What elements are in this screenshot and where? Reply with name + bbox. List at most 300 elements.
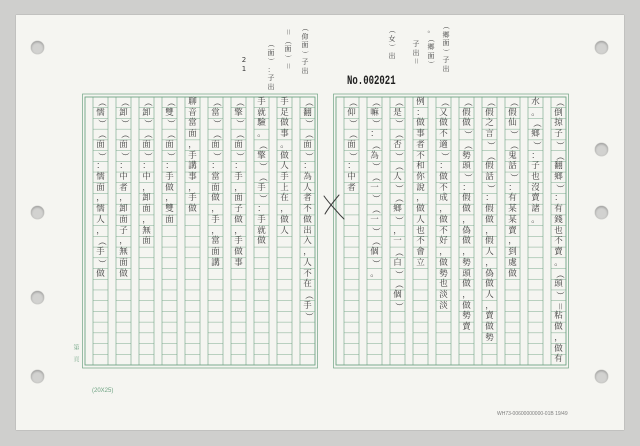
handwritten-char: ） xyxy=(392,119,403,129)
handwritten-char: （ xyxy=(302,98,313,107)
manuscript-column xyxy=(254,97,269,365)
handwritten-char: ： xyxy=(165,161,174,172)
handwritten-char: ） xyxy=(553,183,564,193)
handwritten-char: （ xyxy=(392,194,403,204)
margin-note-char: （ xyxy=(427,35,435,42)
margin-note-char: 面 xyxy=(301,41,309,49)
handwritten-char: 假 xyxy=(462,193,471,204)
handwritten-char: 掠 xyxy=(554,118,563,129)
handwritten-char: 不 xyxy=(303,268,312,279)
handwritten-char: 做 xyxy=(462,300,471,311)
handwritten-char: 會 xyxy=(416,247,425,258)
handwritten-char: ） xyxy=(141,119,152,129)
handwritten-char: 處 xyxy=(508,257,517,268)
handwritten-char: 手 xyxy=(280,97,289,107)
handwritten-char: 鄉 xyxy=(531,129,540,140)
handwritten-char: 鬼 xyxy=(508,150,517,161)
handwritten-char: 偽 xyxy=(462,225,471,236)
handwritten-char: 面 xyxy=(347,139,356,150)
margin-note-char: 。 xyxy=(427,26,435,34)
handwritten-char: 者 xyxy=(119,182,128,193)
handwritten-char: （ xyxy=(392,98,403,107)
handwritten-char: ） xyxy=(553,291,564,300)
handwritten-char: 手 xyxy=(257,214,266,225)
handwritten-char: ： xyxy=(303,161,312,172)
handwritten-char: ： xyxy=(554,193,563,204)
handwritten-char: 手 xyxy=(257,182,266,193)
handwritten-char: 人 xyxy=(485,247,494,258)
handwritten-char: ） xyxy=(95,151,106,161)
handwritten-char: （ xyxy=(369,205,380,214)
handwritten-char: 手 xyxy=(188,150,197,161)
handwritten-char: （ xyxy=(369,173,380,182)
handwritten-char: 面 xyxy=(211,182,220,193)
handwritten-char: ） xyxy=(369,162,380,171)
margin-note-char: 2 xyxy=(241,56,247,64)
handwritten-char: 賣 xyxy=(462,322,471,333)
handwritten-char: 假 xyxy=(485,204,494,215)
handwritten-char: 懦 xyxy=(96,204,105,215)
margin-note-char: 面 xyxy=(284,45,292,53)
handwritten-char: 有 xyxy=(554,354,563,365)
handwritten-char: （ xyxy=(484,98,495,107)
handwritten-char: 做 xyxy=(439,214,448,225)
handwritten-char: 做 xyxy=(462,204,471,215)
handwritten-char: （ xyxy=(118,130,129,139)
handwritten-char: （ xyxy=(553,98,564,107)
handwritten-char: 錢 xyxy=(554,214,563,225)
handwritten-char: 沒 xyxy=(531,182,540,193)
handwritten-char: 面 xyxy=(96,182,105,193)
handwritten-char: 個 xyxy=(370,247,379,258)
handwritten-char: （ xyxy=(302,130,313,139)
handwritten-char: 在 xyxy=(303,279,312,290)
margin-note-char: 出 xyxy=(267,82,275,91)
handwritten-char: （ xyxy=(95,237,106,246)
handwritten-char: 適 xyxy=(439,139,448,150)
handwritten-char: 你 xyxy=(416,172,425,183)
handwritten-char: ） xyxy=(346,151,357,161)
handwritten-char: ） xyxy=(233,119,244,129)
handwritten-char: 某 xyxy=(508,204,517,215)
handwritten-char: 手 xyxy=(96,247,105,258)
handwritten-char: 否 xyxy=(393,139,402,150)
handwritten-char: 一 xyxy=(393,236,402,247)
handwritten-char: 面 xyxy=(234,139,243,150)
handwritten-char: 為 xyxy=(303,172,312,183)
handwritten-char: 勢 xyxy=(462,150,471,161)
handwritten-char: 面 xyxy=(165,214,174,225)
handwritten-char: 頭 xyxy=(554,279,563,290)
handwritten-char: 手 xyxy=(211,214,220,225)
handwritten-char: （ xyxy=(530,119,541,129)
handwritten-char: ） xyxy=(369,226,380,236)
handwritten-char: 做 xyxy=(462,279,471,290)
handwritten-char: 者 xyxy=(347,182,356,193)
margin-note-char: ＝ xyxy=(412,57,420,65)
handwritten-char: 足 xyxy=(280,107,289,118)
handwritten-char: 當 xyxy=(211,236,220,247)
handwritten-char: 事 xyxy=(280,129,289,140)
handwritten-char: ） xyxy=(392,269,403,279)
manuscript-column xyxy=(277,97,292,365)
margin-note-char: 仰 xyxy=(301,32,309,41)
handwritten-char: ） xyxy=(346,119,357,129)
manuscript-column xyxy=(551,97,566,365)
handwritten-char: 手 xyxy=(234,236,243,247)
handwritten-char: 就 xyxy=(257,107,266,118)
handwritten-char: 有 xyxy=(554,204,563,215)
handwritten-char: 。 xyxy=(370,268,379,279)
handwritten-char: 賣 xyxy=(531,193,540,204)
handwritten-char: ， xyxy=(234,225,243,236)
handwritten-char: 某 xyxy=(508,214,517,225)
handwritten-char: 做 xyxy=(439,172,448,183)
handwritten-char: 子 xyxy=(554,129,563,140)
handwritten-char: 不 xyxy=(439,182,448,193)
handwritten-char: （ xyxy=(392,162,403,171)
handwritten-char: 人 xyxy=(485,289,494,300)
margin-note-char: ） xyxy=(267,57,275,65)
handwritten-char: 做 xyxy=(485,279,494,290)
handwritten-char: 做 xyxy=(165,182,174,193)
accession-number: WH73-00600000000-01B 19/49 xyxy=(497,411,568,417)
handwritten-char: 面 xyxy=(303,139,312,150)
handwritten-char: 人 xyxy=(96,214,105,225)
handwritten-char: 事 xyxy=(234,257,243,268)
stamp-number: No.002021 xyxy=(347,74,396,88)
handwritten-char: 假 xyxy=(508,107,517,118)
handwritten-char: 也 xyxy=(416,225,425,236)
punch-hole xyxy=(595,370,608,383)
punch-hole xyxy=(595,41,608,54)
handwritten-char: （ xyxy=(369,98,380,107)
handwritten-char: （ xyxy=(346,130,357,139)
handwritten-char: 和 xyxy=(416,161,425,172)
handwritten-char: 卸 xyxy=(119,204,128,215)
handwritten-char: ， xyxy=(554,332,563,343)
margin-note-char: ： xyxy=(267,65,275,74)
manuscript-column xyxy=(482,97,497,365)
handwritten-char: ） xyxy=(392,216,403,225)
handwritten-char: ） xyxy=(256,162,267,171)
handwritten-char: （ xyxy=(141,98,152,107)
handwritten-char: 子 xyxy=(119,225,128,236)
manuscript-column xyxy=(139,97,154,365)
handwritten-char: 翻 xyxy=(554,161,563,172)
handwritten-char: ， xyxy=(119,236,128,247)
handwritten-char: ： xyxy=(370,129,379,140)
handwritten-char: 做 xyxy=(462,236,471,247)
handwritten-char: ： xyxy=(485,193,494,204)
handwritten-char: 面 xyxy=(142,204,151,215)
handwritten-char: ， xyxy=(462,214,471,225)
handwritten-char: （ xyxy=(392,130,403,139)
handwritten-char: ： xyxy=(234,161,243,172)
handwritten-char: （ xyxy=(118,98,129,107)
handwritten-char: 面 xyxy=(165,139,174,150)
handwritten-char: 賣 xyxy=(508,225,517,236)
handwritten-char: ： xyxy=(142,161,151,172)
handwritten-char: ） xyxy=(302,151,313,161)
handwritten-char: 當 xyxy=(188,118,197,129)
margin-note-char: ） xyxy=(301,50,309,57)
handwritten-char: （ xyxy=(95,98,106,107)
handwritten-char: 當 xyxy=(211,172,220,183)
handwritten-char: 手 xyxy=(188,193,197,204)
handwritten-char: 做 xyxy=(234,214,243,225)
manuscript-column xyxy=(300,97,315,365)
handwritten-char: ） xyxy=(164,151,175,161)
handwritten-char: 賣 xyxy=(485,311,494,322)
handwritten-char: 中 xyxy=(347,172,356,183)
handwritten-char: 做 xyxy=(280,214,289,225)
handwritten-char: 面 xyxy=(142,236,151,247)
handwritten-char: 不 xyxy=(439,129,448,140)
handwritten-char: 。 xyxy=(280,139,289,150)
punch-hole xyxy=(31,41,44,54)
handwritten-char: 立 xyxy=(416,257,425,268)
handwritten-char: ） xyxy=(210,119,221,129)
manuscript-column xyxy=(231,97,246,365)
handwritten-char: ， xyxy=(485,225,494,236)
handwritten-char: ， xyxy=(234,182,243,193)
handwritten-char: 音 xyxy=(188,107,197,118)
handwritten-char: ） xyxy=(461,130,472,139)
handwritten-char: 做 xyxy=(439,257,448,268)
handwritten-char: 人 xyxy=(280,161,289,172)
handwritten-char: ， xyxy=(393,225,402,236)
handwritten-char: 也 xyxy=(531,172,540,183)
handwritten-char: 人 xyxy=(416,214,425,225)
handwritten-char: 說 xyxy=(416,182,425,193)
handwritten-char: （ xyxy=(369,237,380,246)
handwritten-char: 面 xyxy=(119,139,128,150)
handwritten-char: 假 xyxy=(462,107,471,118)
handwritten-char: 假 xyxy=(485,107,494,118)
handwritten-char: 做 xyxy=(234,247,243,258)
handwritten-char: 做 xyxy=(439,118,448,129)
handwritten-char: ） xyxy=(392,301,403,311)
handwritten-char: 假 xyxy=(485,236,494,247)
handwritten-char: ： xyxy=(508,182,517,193)
handwritten-char: 面 xyxy=(142,139,151,150)
handwritten-char: 一 xyxy=(370,214,379,225)
handwritten-char: 事 xyxy=(188,172,197,183)
handwritten-char: 做 xyxy=(211,193,220,204)
handwritten-char: 面 xyxy=(119,214,128,225)
handwritten-char: 勢 xyxy=(462,311,471,322)
punch-hole xyxy=(31,206,44,219)
handwritten-char: 做 xyxy=(485,214,494,225)
handwritten-char: （ xyxy=(461,98,472,107)
handwritten-char: ） xyxy=(530,140,541,150)
handwritten-char: 為 xyxy=(370,150,379,161)
handwritten-char: 面 xyxy=(211,139,220,150)
handwritten-char: 有 xyxy=(508,193,517,204)
handwritten-char: 賣 xyxy=(554,247,563,258)
handwritten-char: ） xyxy=(302,119,313,129)
punch-hole xyxy=(595,143,608,156)
handwritten-char: 成 xyxy=(439,193,448,204)
handwritten-char: 做 xyxy=(554,343,563,354)
handwritten-char: 做 xyxy=(119,268,128,279)
handwritten-char: 做 xyxy=(280,150,289,161)
handwritten-char: ， xyxy=(188,182,197,193)
handwritten-char: 中 xyxy=(119,172,128,183)
manuscript-column xyxy=(93,97,108,365)
handwritten-char: 面 xyxy=(211,247,220,258)
handwritten-char: 面 xyxy=(119,257,128,268)
handwritten-char: （ xyxy=(507,98,518,107)
margin-note-char: 出 xyxy=(301,66,309,75)
handwritten-char: 頭 xyxy=(462,268,471,279)
handwritten-char: 。 xyxy=(554,257,563,268)
manuscript-column xyxy=(185,97,200,365)
margin-note-char: 子 xyxy=(301,58,309,66)
handwritten-char: 做 xyxy=(416,204,425,215)
handwritten-char: （ xyxy=(438,98,449,107)
handwritten-char: ） xyxy=(118,119,129,129)
handwritten-char: 卸 xyxy=(119,107,128,118)
margin-note-char: 面 xyxy=(267,48,275,57)
punch-hole xyxy=(31,370,44,383)
handwritten-char: 也 xyxy=(439,279,448,290)
handwritten-char: ， xyxy=(142,182,151,193)
handwritten-char: 偽 xyxy=(485,268,494,279)
handwritten-char: 手 xyxy=(234,172,243,183)
handwritten-char: 粘 xyxy=(554,311,563,322)
margin-note-char: 鄉 xyxy=(427,43,435,51)
handwritten-char: ， xyxy=(485,257,494,268)
handwritten-char: 上 xyxy=(280,182,289,193)
handwritten-char: ） xyxy=(369,258,380,268)
handwritten-char: 子 xyxy=(234,204,243,215)
handwritten-char: ， xyxy=(462,289,471,300)
handwritten-char: （ xyxy=(164,98,175,107)
handwritten-char: ， xyxy=(211,204,220,215)
handwritten-char: 做 xyxy=(462,118,471,129)
handwritten-char: （ xyxy=(256,140,267,150)
handwritten-char: 好 xyxy=(439,236,448,247)
manuscript-column xyxy=(344,97,359,365)
handwritten-char: 面 xyxy=(188,129,197,140)
handwritten-char: ， xyxy=(303,247,312,258)
handwritten-char: 言 xyxy=(485,129,494,140)
handwritten-char: ） xyxy=(95,258,106,268)
margin-note-char: 出 xyxy=(412,48,420,57)
handwritten-char: 到 xyxy=(508,247,517,258)
handwritten-char: 例 xyxy=(416,97,425,107)
page-marker: 第 頁 xyxy=(72,344,79,362)
handwritten-char: ， xyxy=(165,193,174,204)
handwritten-char: 話 xyxy=(508,161,517,172)
handwritten-char: ） xyxy=(141,151,152,161)
margin-note-char: 出 xyxy=(442,64,450,73)
handwritten-char: 做 xyxy=(416,118,425,129)
margin-note-char: ） xyxy=(442,48,450,55)
handwritten-char: （ xyxy=(141,130,152,139)
handwritten-char: 不 xyxy=(439,225,448,236)
margin-note-char: 子 xyxy=(267,74,275,82)
handwritten-char: （ xyxy=(553,151,564,161)
margin-note-char: 1 xyxy=(241,64,247,73)
handwritten-char: （ xyxy=(346,98,357,107)
margin-note-char: ＝ xyxy=(284,28,292,36)
handwritten-char: ＝ xyxy=(553,301,564,311)
handwritten-char: （ xyxy=(302,291,313,300)
handwritten-char: 驗 xyxy=(257,118,266,129)
handwritten-char: ） xyxy=(118,151,129,161)
handwritten-char: 做 xyxy=(257,236,266,247)
handwritten-char: （ xyxy=(392,280,403,289)
handwritten-char: ： xyxy=(439,161,448,172)
handwritten-char: 雙 xyxy=(165,107,174,118)
handwritten-char: 嘛 xyxy=(370,107,379,118)
handwritten-char: 勢 xyxy=(485,332,494,343)
handwritten-char: ， xyxy=(188,139,197,150)
handwritten-char: 話 xyxy=(485,172,494,183)
handwritten-char: 卸 xyxy=(142,107,151,118)
margin-note-char: 子 xyxy=(412,40,420,48)
handwritten-char: ） xyxy=(233,151,244,161)
handwritten-char: ， xyxy=(96,225,105,236)
manuscript-column xyxy=(528,97,543,365)
handwritten-char: 擎 xyxy=(234,107,243,118)
handwritten-char: 人 xyxy=(303,182,312,193)
punch-hole xyxy=(595,206,608,219)
cross-out-mark xyxy=(318,190,346,220)
handwritten-char: 之 xyxy=(485,118,494,129)
handwritten-char: ） xyxy=(95,119,106,129)
handwritten-char: （ xyxy=(233,130,244,139)
handwritten-char: （ xyxy=(553,269,564,279)
handwritten-char: 做 xyxy=(554,322,563,333)
handwritten-char: ： xyxy=(347,161,356,172)
handwritten-char: ） xyxy=(484,183,495,193)
handwritten-char: 勢 xyxy=(462,257,471,268)
handwritten-char: ） xyxy=(461,173,472,182)
handwritten-char: （ xyxy=(507,140,518,150)
handwritten-char: 不 xyxy=(554,236,563,247)
handwritten-char: 不 xyxy=(416,236,425,247)
margin-note-char: 面 xyxy=(442,39,450,47)
margin-note-char: 面 xyxy=(427,51,435,60)
margin-note-char: 女 xyxy=(388,34,396,43)
manuscript-column xyxy=(459,97,474,365)
handwritten-char: ， xyxy=(96,193,105,204)
handwritten-char: 做 xyxy=(303,214,312,225)
manuscript-column xyxy=(413,97,428,365)
handwritten-char: 淡 xyxy=(439,300,448,311)
punch-hole xyxy=(31,291,44,304)
handwritten-char: 諸 xyxy=(531,204,540,215)
manuscript-column xyxy=(505,97,520,365)
handwritten-char: 做 xyxy=(188,204,197,215)
handwritten-char: 做 xyxy=(508,268,517,279)
handwritten-char: 出 xyxy=(303,225,312,236)
handwritten-char: 也 xyxy=(554,225,563,236)
handwritten-char: （ xyxy=(210,130,221,139)
handwritten-char: 就 xyxy=(257,225,266,236)
handwritten-char: （ xyxy=(164,130,175,139)
handwritten-char: 事 xyxy=(416,129,425,140)
handwritten-char: 子 xyxy=(531,161,540,172)
handwritten-char: 白 xyxy=(393,257,402,268)
handwritten-char: 一 xyxy=(370,182,379,193)
handwritten-char: ） xyxy=(507,130,518,139)
handwritten-char: 人 xyxy=(303,257,312,268)
